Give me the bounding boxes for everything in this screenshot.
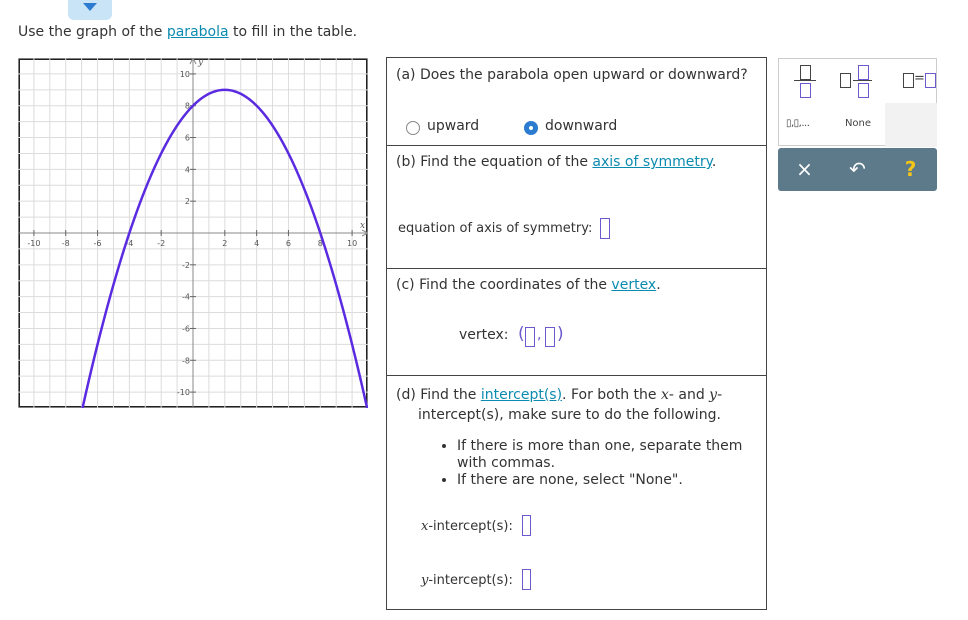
- row-d: [387, 376, 766, 610]
- label-downward: downward: [545, 118, 618, 134]
- x-tick-label: 4: [254, 239, 260, 248]
- fraction-tool[interactable]: [779, 59, 831, 103]
- question-d: [396, 387, 746, 403]
- question-c-suffix: .: [656, 277, 661, 293]
- fraction-den-box: [800, 83, 811, 98]
- intercepts-link[interactable]: intercept(s): [480, 387, 563, 403]
- none-button[interactable]: [832, 103, 884, 147]
- question-c-prefix: (c) Find the coordinates of the: [396, 277, 612, 293]
- list-label: ▯,▯,...: [786, 118, 810, 129]
- question-d-prefix: (d) Find the: [396, 387, 481, 403]
- undo-icon: ↶: [849, 157, 866, 181]
- y-tick-label: -8: [182, 356, 190, 366]
- y-tick-label: -10: [176, 388, 190, 398]
- y-tick-label: -4: [182, 292, 190, 302]
- empty-cell: [885, 103, 937, 147]
- tool-panel: [778, 58, 937, 146]
- x-tick-label: 8: [317, 239, 323, 248]
- y-tick-label: 8: [184, 101, 190, 111]
- parabola-link[interactable]: parabola: [166, 24, 229, 40]
- x-intercept-label: [421, 519, 513, 534]
- y-tick-label: 6: [184, 133, 190, 143]
- row-c: [387, 269, 766, 376]
- y-tick-label: -6: [182, 324, 190, 334]
- help-button[interactable]: [884, 148, 937, 191]
- x-tick-label: 2: [222, 239, 228, 248]
- chevron-down-icon: [83, 3, 97, 11]
- x-var: x: [421, 519, 429, 534]
- undo-button[interactable]: [831, 148, 884, 191]
- x-intercept-label-text: -intercept(s):: [428, 519, 513, 534]
- y-tick-label: 10: [179, 69, 190, 79]
- vertex-x-input[interactable]: [525, 327, 535, 347]
- x-tick-label: -8: [61, 239, 70, 248]
- mixed-den-box: [858, 83, 869, 98]
- y-intercept-label: [421, 573, 513, 588]
- question-c: [396, 277, 661, 293]
- vertex-y-input[interactable]: [545, 327, 555, 347]
- bullet-none: • If there are none, select "None".: [457, 472, 767, 489]
- help-icon: ?: [904, 157, 917, 181]
- fraction-bar: [794, 80, 816, 81]
- x-intercept-input[interactable]: [522, 515, 531, 536]
- vertex-close-paren: ): [557, 324, 564, 344]
- vertex-comma: ,: [537, 327, 542, 343]
- radio-upward[interactable]: [406, 121, 420, 135]
- eq-left-box: [903, 73, 914, 88]
- mixed-bar: [853, 80, 872, 81]
- question-d-dash: -: [717, 387, 723, 403]
- question-b-prefix: (b) Find the equation of the: [396, 154, 593, 170]
- instructions-list: [437, 438, 767, 489]
- action-bar: [778, 148, 937, 191]
- instruction-prefix: Use the graph of the: [18, 24, 167, 40]
- vertex-open-paren: (: [518, 324, 525, 344]
- equation-tool[interactable]: [885, 59, 937, 103]
- question-d-and: - and: [668, 387, 710, 403]
- instruction-suffix: to fill in the table.: [228, 24, 358, 40]
- question-b: [396, 154, 716, 170]
- y-tick-label: 2: [184, 197, 190, 207]
- math-tool-palette: [778, 58, 937, 191]
- y-var: y: [421, 573, 429, 588]
- y-tick-label: 4: [184, 165, 190, 175]
- var-y: y: [709, 387, 718, 403]
- x-axis-label: x: [360, 221, 366, 231]
- mixed-whole-box: [840, 73, 851, 88]
- axis-of-symmetry-link[interactable]: axis of symmetry: [592, 154, 712, 170]
- question-d-line2: intercept(s), make sure to do the following.: [418, 407, 721, 423]
- close-icon: ×: [796, 157, 813, 181]
- question-d-mid: . For both the: [562, 387, 661, 403]
- x-tick-label: -6: [93, 239, 102, 248]
- y-intercept-input[interactable]: [522, 569, 531, 590]
- label-upward: upward: [427, 118, 480, 134]
- none-label: None: [844, 118, 872, 129]
- question-a: (a) Does the parabola open upward or downward?: [396, 67, 748, 83]
- row-b: [387, 146, 766, 269]
- mixed-num-box: [858, 65, 869, 80]
- graph-canvas: [18, 58, 368, 408]
- fraction-num-box: [800, 65, 811, 80]
- row-a: [387, 58, 766, 146]
- y-intercept-label-text: -intercept(s):: [428, 573, 513, 588]
- x-tick-label: 6: [285, 239, 292, 248]
- eq-right-box: [925, 73, 936, 88]
- parabola-graph: [18, 58, 368, 408]
- x-tick-label: -2: [157, 239, 166, 248]
- y-tick-label: -2: [182, 260, 190, 270]
- question-table: [386, 57, 767, 610]
- list-tool[interactable]: [779, 103, 831, 147]
- mixed-number-tool[interactable]: [832, 59, 884, 103]
- axis-of-symmetry-input[interactable]: [600, 218, 610, 239]
- var-x: x: [660, 387, 669, 403]
- bullet-commas: • If there is more than one, separate them with commas.: [457, 438, 767, 472]
- y-axis-label: y: [198, 58, 204, 68]
- instruction-text: [18, 24, 357, 40]
- question-b-suffix: .: [711, 154, 717, 170]
- x-tick-label: -4: [125, 239, 134, 248]
- axis-label: equation of axis of symmetry:: [398, 221, 593, 236]
- collapse-tab[interactable]: [68, 0, 112, 20]
- clear-button[interactable]: [778, 148, 831, 191]
- radio-downward[interactable]: [524, 121, 538, 135]
- x-tick-label: -10: [27, 239, 41, 248]
- vertex-label: vertex:: [459, 327, 509, 343]
- x-tick-label: 10: [346, 239, 358, 248]
- equals-sign: =: [914, 71, 925, 86]
- vertex-link[interactable]: vertex: [611, 277, 657, 293]
